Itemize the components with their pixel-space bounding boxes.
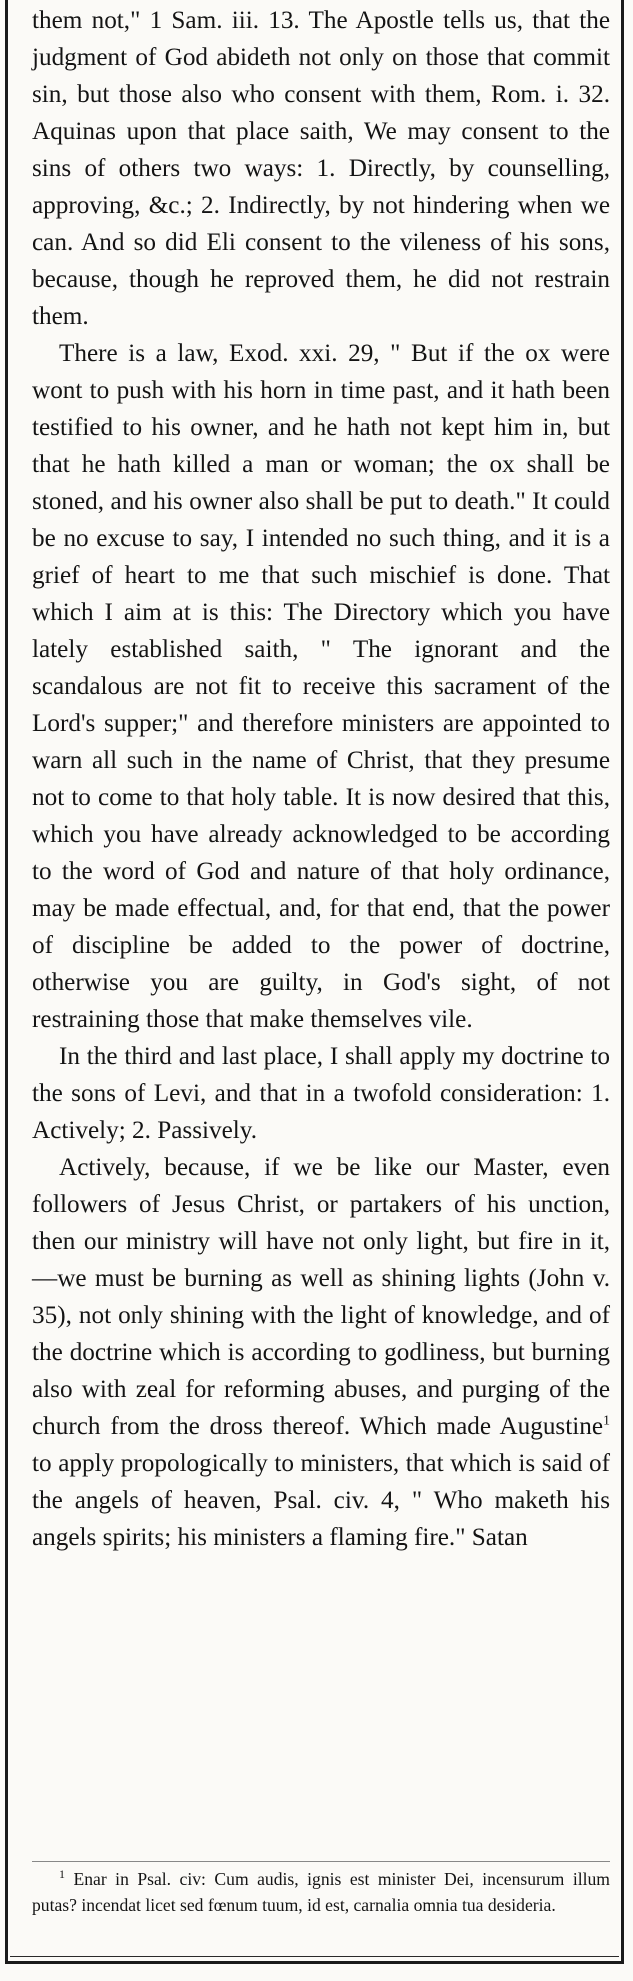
footnote-reference-mark: 1 (603, 1413, 610, 1429)
footnote-separator (32, 1861, 610, 1862)
paragraph-sons-of-levi: In the third and last place, I shall apply my doctrine to the sons of Levi, and that in a twofold consideration: 1. Actively; 2. Passively. (32, 1043, 610, 1144)
paragraph-actively (32, 1149, 610, 1556)
paragraph-actively-text-before: Actively, because, if we be like our Master, even followers of Jesus Christ, or partakers of his unction, then our ministry will have not only light, but fire in it,—we must be burning as well as shining lights (John v. 35), not only shining with the light of knowledge, and of the doctrine which is according to godliness, but burning also with zeal for reforming abuses, and purging of the church from the dross thereof. Which made Augustine (32, 1154, 610, 1440)
paragraph-law-of-the-ox: There is a law, Exod. xxi. 29, " But if the ox were wont to push with his horn in time past, and it hath been testified to his owner, and he hath not kept him in, but that he hath killed a man or woman; the ox shall be stoned, and his owner also shall be put to death." It could be no excuse to say, I intended no such thing, and it is a grief of heart to me that such mischief is done. That which I aim at is this: The Directory which you have lately established saith, " The ignorant and the scandalous are not fit to receive this sacrament of the Lord's supper;" and therefore ministers are appointed to warn all such in the name of Christ, that they presume not to come to that holy table. It is now desired that this, which you have already acknowledged to be according to the word of God and nature of that holy ordinance, may be made effectual, and, for that end, that the power of discipline be added to the power of doctrine, otherwise you are guilty, in God's sight, of not restraining those that make themselves vile. (32, 340, 610, 1033)
right-border-rule (621, 0, 624, 1964)
footnote-mark: 1 (59, 1867, 65, 1882)
bottom-border-rule (5, 1961, 624, 1964)
footnote-text: Enar in Psal. civ: Cum audis, ignis est minister Dei, incensurum illum putas? incendat licet sed fœnum tuum, id est, carnalia omnia tua desideria. (32, 1869, 610, 1915)
left-border-rule (5, 0, 8, 1964)
paragraph-actively-text-after: to apply propologically to ministers, that which is said of the angels of heaven, Psal. civ. 4, " Who maketh his angels spirits; his ministers a flaming fire." Satan (32, 1450, 610, 1551)
bottom-inner-rule (10, 1956, 619, 1957)
body-text (32, 2, 610, 1556)
footnote (32, 1866, 610, 1918)
paragraph-sins-of-others: them not," 1 Sam. iii. 13. The Apostle tells us, that the judgment of God abideth not only on those that commit sin, but those also who consent with them, Rom. i. 32. Aquinas upon that place saith, We may consent to the sins of others two ways: 1. Directly, by counselling, approving, &c.; 2. Indirectly, by not hindering when we can. And so did Eli consent to the vileness of his sons, because, though he reproved them, he did not restrain them. (32, 7, 610, 330)
